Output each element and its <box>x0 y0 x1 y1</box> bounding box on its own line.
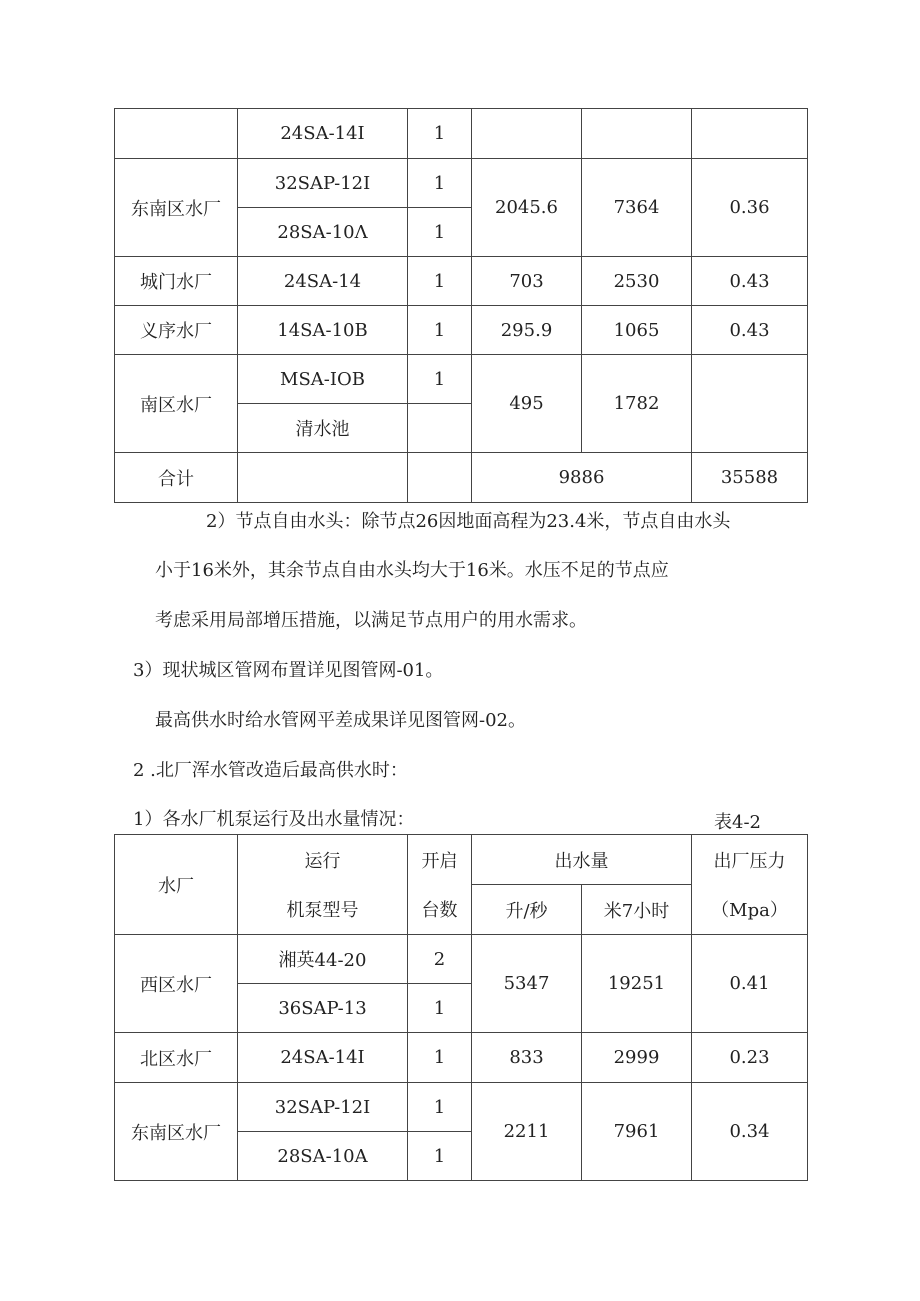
total-flow-ls: 9886 <box>472 453 692 503</box>
header-flow-ls: 升/秒 <box>472 885 582 935</box>
pump-table-continued <box>114 108 808 503</box>
flow-m3h-cell: 1065 <box>582 306 692 355</box>
model-cell: 24SA-14 <box>238 257 408 306</box>
total-row <box>115 453 808 503</box>
pressure-cell: 0.34 <box>692 1083 808 1181</box>
table-number: 表4-2 <box>714 812 761 833</box>
flow-ls-cell: 2045.6 <box>472 159 582 257</box>
section-heading: 2 .北厂浑水管改造后最高供水时： <box>133 760 408 781</box>
model-cell: MSA-IOB <box>238 355 408 404</box>
empty-cell <box>408 453 472 503</box>
total-label: 合计 <box>115 453 238 503</box>
table-row <box>115 935 808 984</box>
pressure-cell <box>692 355 808 453</box>
flow-ls-cell <box>472 109 582 159</box>
header-model-line2: 机泵型号 <box>238 885 408 935</box>
model-cell: 24SA-14I <box>238 109 408 159</box>
empty-cell <box>238 453 408 503</box>
pressure-cell: 0.43 <box>692 257 808 306</box>
flow-m3h-cell <box>582 109 692 159</box>
table-caption: 1）各水厂机泵运行及出水量情况： <box>133 809 415 830</box>
count-cell: 1 <box>408 109 472 159</box>
count-cell <box>408 404 472 453</box>
table-row <box>115 159 808 208</box>
model-cell: 湘英44-20 <box>238 935 408 984</box>
flow-ls-cell: 495 <box>472 355 582 453</box>
model-cell: 清水池 <box>238 404 408 453</box>
table-row <box>115 355 808 404</box>
pressure-cell: 0.41 <box>692 935 808 1033</box>
paragraph: 考虑采用局部增压措施，以满足节点用户的用水需求。 <box>155 610 587 631</box>
model-cell: 28SA-10A <box>238 1132 408 1181</box>
flow-ls-cell: 5347 <box>472 935 582 1033</box>
count-cell: 1 <box>408 306 472 355</box>
plant-cell: 南区水厂 <box>115 355 238 453</box>
paragraph: 3）现状城区管网布置详见图管网-01。 <box>133 660 444 681</box>
count-cell: 1 <box>408 257 472 306</box>
plant-cell: 城门水厂 <box>115 257 238 306</box>
header-plant: 水厂 <box>115 835 238 935</box>
header-count-line2: 台数 <box>408 885 472 935</box>
flow-m3h-cell: 2999 <box>582 1033 692 1083</box>
paragraph: 2）节点自由水头：除节点26因地面高程为23.4米，节点自由水头 <box>206 511 731 532</box>
flow-ls-cell: 295.9 <box>472 306 582 355</box>
table-row <box>115 1083 808 1132</box>
table-row <box>115 257 808 306</box>
count-cell: 2 <box>408 935 472 984</box>
flow-m3h-cell: 1782 <box>582 355 692 453</box>
table-row <box>115 109 808 159</box>
model-cell: 32SAP-12I <box>238 159 408 208</box>
plant-cell: 东南区水厂 <box>115 159 238 257</box>
header-output: 出水量 <box>472 835 692 885</box>
count-cell: 1 <box>408 208 472 257</box>
count-cell: 1 <box>408 355 472 404</box>
count-cell: 1 <box>408 1083 472 1132</box>
paragraph: 最高供水时给水管网平差成果详见图管网-02。 <box>155 710 526 731</box>
flow-ls-cell: 703 <box>472 257 582 306</box>
header-count-line1: 开启 <box>408 835 472 885</box>
flow-m3h-cell: 7364 <box>582 159 692 257</box>
header-model-line1: 运行 <box>238 835 408 885</box>
model-cell: 24SA-14I <box>238 1033 408 1083</box>
model-cell: 32SAP-12I <box>238 1083 408 1132</box>
header-row <box>115 835 808 885</box>
flow-m3h-cell: 19251 <box>582 935 692 1033</box>
count-cell: 1 <box>408 1132 472 1181</box>
pressure-cell: 0.23 <box>692 1033 808 1083</box>
pressure-cell <box>692 109 808 159</box>
header-pressure-line1: 出厂压力 <box>692 835 808 885</box>
table-row <box>115 1033 808 1083</box>
plant-cell: 北区水厂 <box>115 1033 238 1083</box>
header-pressure-line2: （Mpa） <box>692 885 808 935</box>
flow-m3h-cell: 2530 <box>582 257 692 306</box>
pressure-cell: 0.36 <box>692 159 808 257</box>
plant-cell <box>115 109 238 159</box>
count-cell: 1 <box>408 984 472 1033</box>
model-cell: 14SA-10B <box>238 306 408 355</box>
plant-cell: 西区水厂 <box>115 935 238 1033</box>
table-row <box>115 306 808 355</box>
paragraph: 小于16米外，其余节点自由水头均大于16米。水压不足的节点应 <box>155 560 669 581</box>
model-cell: 28SA-10Λ <box>238 208 408 257</box>
count-cell: 1 <box>408 159 472 208</box>
flow-ls-cell: 2211 <box>472 1083 582 1181</box>
pump-table-4-2 <box>114 834 808 1181</box>
model-cell: 36SAP-13 <box>238 984 408 1033</box>
plant-cell: 义序水厂 <box>115 306 238 355</box>
total-flow-m3h: 35588 <box>692 453 808 503</box>
pressure-cell: 0.43 <box>692 306 808 355</box>
header-flow-m3h: 米7小时 <box>582 885 692 935</box>
plant-cell: 东南区水厂 <box>115 1083 238 1181</box>
flow-m3h-cell: 7961 <box>582 1083 692 1181</box>
count-cell: 1 <box>408 1033 472 1083</box>
flow-ls-cell: 833 <box>472 1033 582 1083</box>
